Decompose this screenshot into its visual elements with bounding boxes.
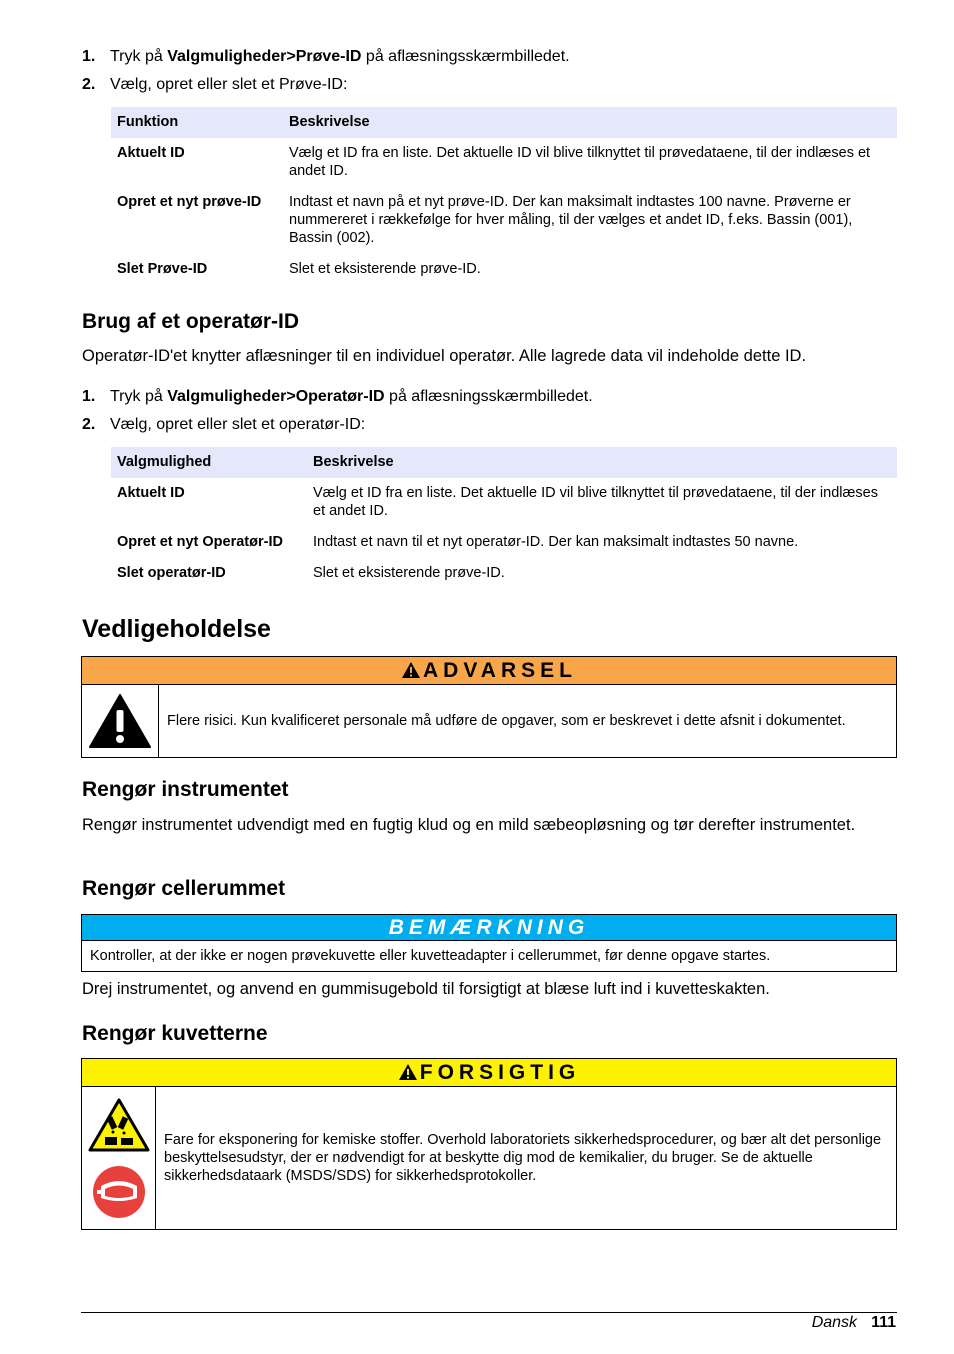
- footer-rule: [81, 1312, 897, 1313]
- table-header-row: [111, 447, 897, 478]
- table-header-row: [111, 107, 897, 138]
- table-row: Aktuelt ID Vælg et ID fra en liste. Det aktuelle ID vil blive tilknyttet til prøvedataene, til der indlæses et andet ID.: [117, 485, 878, 519]
- exclamation-triangle-icon: [88, 693, 152, 749]
- warning-box: [81, 656, 897, 758]
- table-header: Valgmulighed: [111, 447, 307, 478]
- clean-cell-text: Drej instrumentet, og anvend en gummisugebold til forsigtigt at blæse luft ind i kuvetteskakten.: [82, 980, 770, 998]
- table-row: Opret et nyt prøve-ID Indtast et navn på et nyt prøve-ID. Der kan maksimalt indtastes 100 navne. Prøverne er nummereret i rækkefølge for hver måling, til der vælges et andet ID, f.eks. Bassin (001), Bassin (002).: [117, 194, 853, 246]
- page-number: 111: [871, 1314, 896, 1331]
- warning-icon-cell: [82, 685, 159, 757]
- step-2-sample-id: 2. Vælg, opret eller slet et Prøve-ID:: [82, 76, 348, 93]
- step-2-operator-id: 2. Vælg, opret eller slet et operatør-ID:: [82, 416, 366, 433]
- heading-clean-cuvettes: Rengør kuvetterne: [82, 1022, 268, 1045]
- table-row: Opret et nyt Operatør-ID Indtast et navn til et nyt operatør-ID. Der kan maksimalt indtastes 50 navne.: [117, 534, 799, 550]
- caution-icon-cell: [82, 1087, 156, 1229]
- footer-language: Dansk: [811, 1314, 858, 1331]
- operator-id-table: [111, 447, 897, 589]
- operator-id-intro: Operatør-ID'et knytter aflæsninger til en individuel operatør. Alle lagrede data vil indeholde dette ID.: [82, 347, 807, 365]
- warning-triangle-icon: [398, 1063, 418, 1081]
- caution-header: FORSIGTIG: [82, 1059, 896, 1087]
- table-header: Beskrivelse: [307, 447, 897, 478]
- heading-clean-cell: Rengør cellerummet: [82, 877, 286, 900]
- notice-box: [81, 914, 897, 972]
- face-shield-icon: [91, 1164, 147, 1220]
- table-header: Funktion: [111, 107, 283, 138]
- clean-instrument-text: Rengør instrumentet udvendigt med en fugtig klud og en mild sæbeopløsning og tør derefter instrumentet.: [82, 816, 856, 834]
- heading-operator-id: Brug af et operatør-ID: [82, 310, 300, 333]
- warning-header: ADVARSEL: [82, 657, 896, 685]
- page-footer: [812, 1312, 896, 1333]
- notice-header: BEMÆRKNING: [82, 915, 896, 941]
- chemical-hazard-icon: [87, 1097, 151, 1153]
- heading-clean-instrument: Rengør instrumentet: [82, 778, 289, 801]
- table-row: Aktuelt ID Vælg et ID fra en liste. Det aktuelle ID vil blive tilknyttet til prøvedataene, til der indlæses et andet ID.: [117, 145, 871, 179]
- heading-maintenance: Vedligeholdelse: [82, 615, 271, 643]
- caution-box: [81, 1058, 897, 1230]
- step-1-sample-id: 1. Tryk på Valgmuligheder>Prøve-ID på aflæsningsskærmbilledet.: [82, 48, 570, 65]
- table-row: Slet operatør-ID Slet et eksisterende prøve-ID.: [117, 565, 505, 581]
- notice-text: Kontroller, at der ikke er nogen prøvekuvette eller kuvetteadapter i cellerummet, før denne opgave startes.: [90, 948, 771, 964]
- sample-id-table: [111, 107, 897, 285]
- warning-triangle-icon: [401, 661, 421, 679]
- step-1-operator-id: 1. Tryk på Valgmuligheder>Operatør-ID på aflæsningsskærmbilledet.: [82, 388, 593, 405]
- table-header: Beskrivelse: [283, 107, 897, 138]
- caution-text: Fare for eksponering for kemiske stoffer. Overhold laboratoriets sikkerhedsprocedurer, og bær alt det personlige beskyttelsesudstyr, der er nødvendigt for at beskytte dig mod de kemikalier, du bruger. Se de aktuelle sikkerhedsdataark (MSDS/SDS) for sikkerhedsprotokoller.: [164, 1132, 882, 1184]
- table-row: Slet Prøve-ID Slet et eksisterende prøve-ID.: [117, 261, 481, 277]
- warning-text: Flere risici. Kun kvalificeret personale må udføre de opgaver, som er beskrevet i dette afsnit i dokumentet.: [167, 713, 846, 729]
